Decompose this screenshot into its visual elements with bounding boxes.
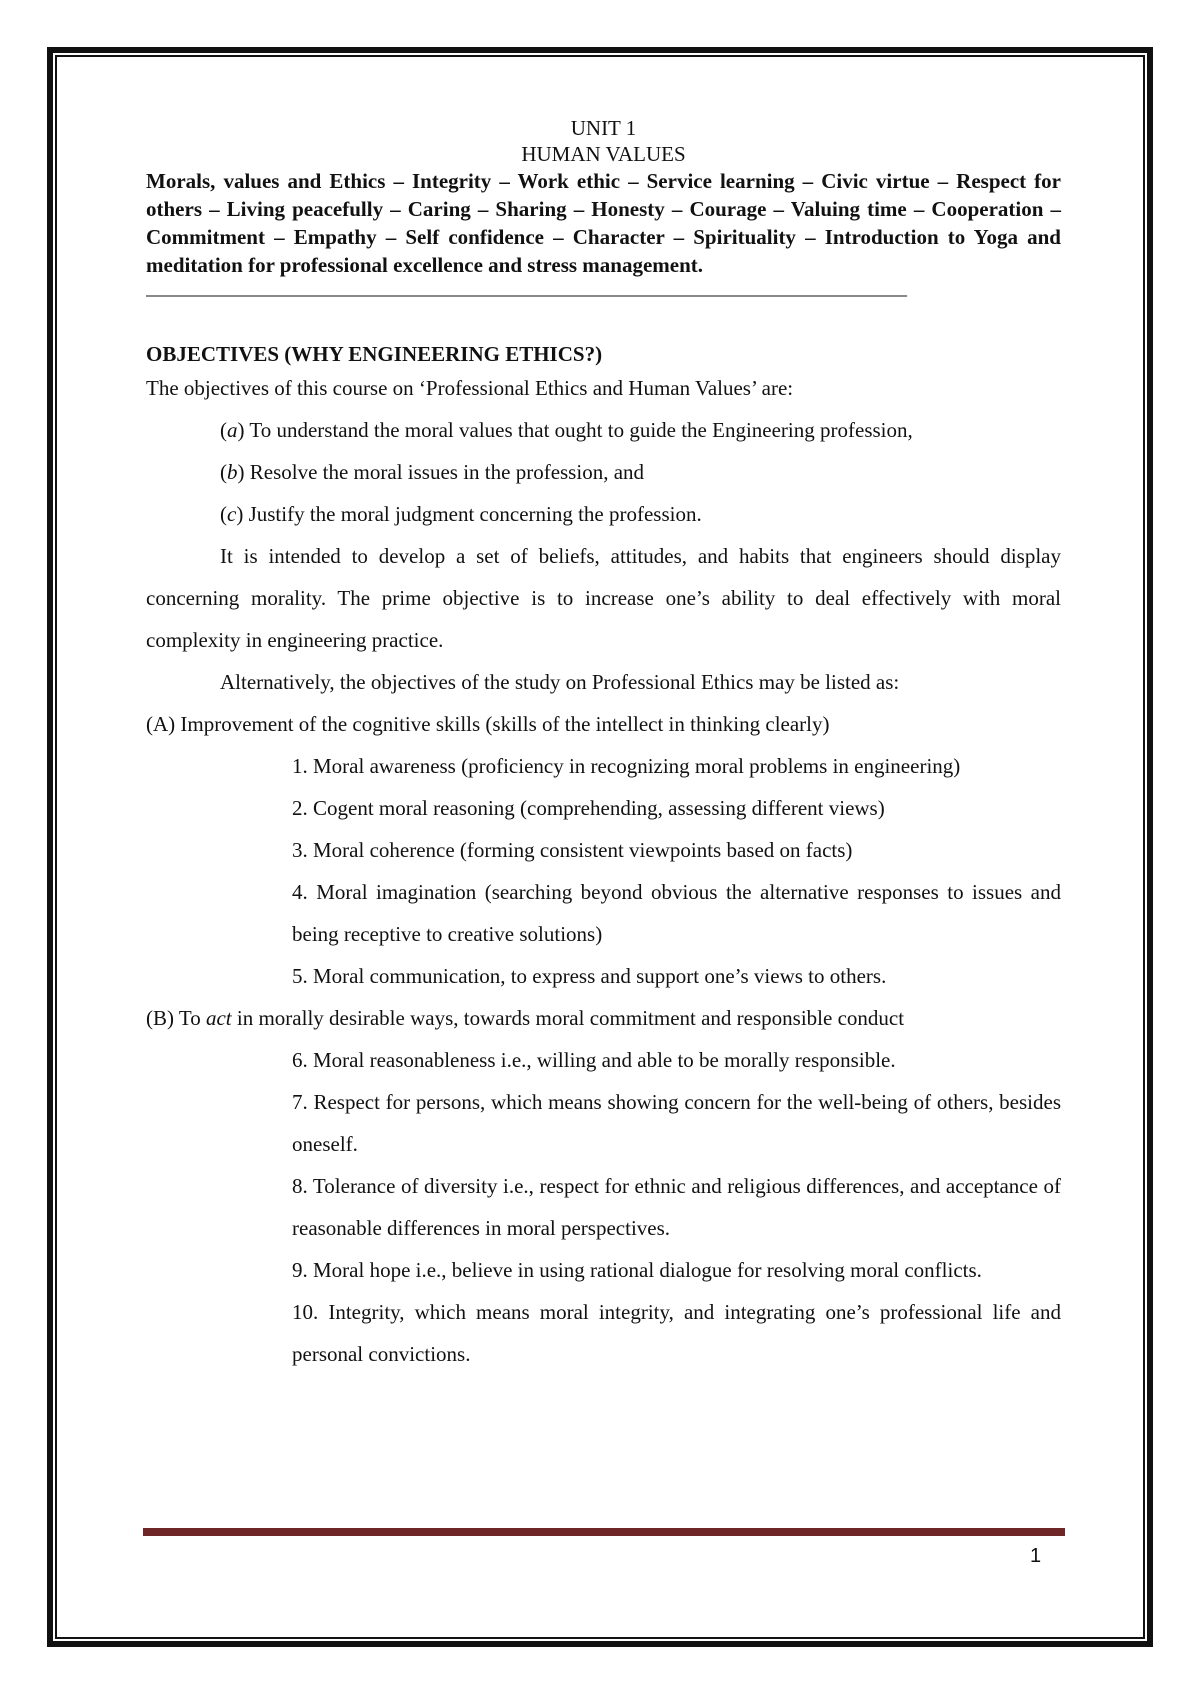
list-b-item-9: 9. Moral hope i.e., believe in using rational dialogue for resolving moral conflicts. — [292, 1258, 982, 1282]
list-b-item-10: 10. Integrity, which means moral integrity, and integrating one’s professional life and personal convictions. — [292, 1300, 1061, 1366]
unit-label: UNIT 1 — [570, 116, 637, 140]
list-b-item-8: 8. Tolerance of diversity i.e., respect for ethnic and religious differences, and acceptance of reasonable differences in moral perspectives. — [292, 1174, 1061, 1240]
objective-text-c: Justify the moral judgment concerning the profession. — [243, 502, 702, 526]
unit-title: HUMAN VALUES — [521, 142, 686, 166]
list-b-item-6: 6. Moral reasonableness i.e., willing and able to be morally responsible. — [292, 1048, 896, 1072]
list-a-item-2: 2. Cogent moral reasoning (comprehending, assessing different views) — [292, 796, 885, 820]
footer-rule — [143, 1528, 1065, 1536]
section-a-heading: (A) Improvement of the cognitive skills (skills of the intellect in thinking clearly) — [146, 712, 830, 736]
objective-text-b: Resolve the moral issues in the profession, and — [244, 460, 645, 484]
horizontal-rule: —————————————————————————————————————— — [146, 282, 906, 306]
list-a-item-1: 1. Moral awareness (proficiency in recognizing moral problems in engineering) — [292, 754, 961, 778]
paragraph-intent: It is intended to develop a set of beliefs, attitudes, and habits that engineers should display concerning morality. The prime objective is to increase one’s ability to deal effectively with moral complexity in engineering practice. — [146, 544, 1061, 652]
section-b-post: in morally desirable ways, towards moral commitment and responsible conduct — [231, 1006, 905, 1030]
objective-mark-a: a — [227, 418, 238, 442]
objectives-intro: The objectives of this course on ‘Professional Ethics and Human Values’ are: — [146, 376, 794, 400]
list-a-item-5: 5. Moral communication, to express and support one’s views to others. — [292, 964, 887, 988]
list-b-item-7: 7. Respect for persons, which means showing concern for the well-being of others, besides oneself. — [292, 1090, 1061, 1156]
page-content — [146, 115, 1061, 1375]
paragraph-alternative: Alternatively, the objectives of the study on Professional Ethics may be listed as: — [220, 670, 900, 694]
objective-mark-b: b — [227, 460, 238, 484]
objective-item-c: (c) Justify the moral judgment concerning the profession. — [220, 502, 702, 526]
syllabus-topics: Morals, values and Ethics – Integrity – Work ethic – Service learning – Civic virtue – Respect for others – Living peacefully – Caring – Sharing – Honesty – Courage – Valuing time – Cooperation – Commitment – Empathy – Self confidence – Character – Spirituality – Introduction to Yoga and meditation for professional excellence and stress management. — [146, 169, 1061, 277]
objective-item-b: (b) Resolve the moral issues in the profession, and — [220, 460, 645, 484]
section-b-heading — [146, 997, 1061, 1039]
objectives-heading: OBJECTIVES (WHY ENGINEERING ETHICS?) — [146, 342, 603, 366]
section-b-emphasis: act — [205, 1006, 232, 1030]
objective-item-a: (a) To understand the moral values that ought to guide the Engineering profession, — [220, 418, 913, 442]
section-b-pre: (B) To — [146, 1006, 206, 1030]
list-a-item-4: 4. Moral imagination (searching beyond obvious the alternative responses to issues and being receptive to creative solutions) — [292, 880, 1061, 946]
objective-mark-c: c — [227, 502, 237, 526]
objective-text-a: To understand the moral values that ought to guide the Engineering profession, — [244, 418, 913, 442]
list-a-item-3: 3. Moral coherence (forming consistent viewpoints based on facts) — [292, 838, 853, 862]
page-number: 1 — [1030, 1545, 1042, 1567]
